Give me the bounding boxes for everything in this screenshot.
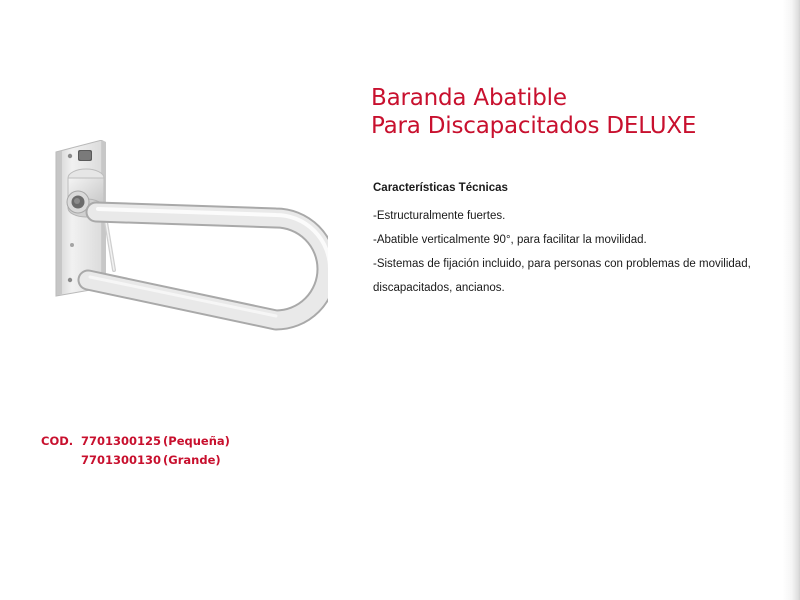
spec-line: discapacitados, ancianos. [373,282,505,294]
spec-line: -Abatible verticalmente 90°, para facilitar la movilidad. [373,234,647,246]
code-row [41,432,230,451]
product-code: 7701300125 [81,434,162,448]
spec-line: -Estructuralmente fuertes. [373,210,506,222]
screw-icon [68,154,72,158]
product-title-line-2: Para Discapacitados DELUXE [371,113,697,139]
screw-icon [68,278,72,282]
page-edge-shadow [782,0,800,600]
product-size: (Grande) [163,453,221,467]
technical-specs [373,180,783,300]
product-codes [41,432,230,470]
code-prefix: COD. [41,434,74,448]
product-title-line-1: Baranda Abatible [371,85,567,111]
grab-bar [88,209,328,320]
grab-bar-image [48,140,328,340]
spec-line: -Sistemas de fijación incluido, para personas con problemas de movilidad, [373,258,751,270]
code-row [41,451,230,470]
specs-heading: Características Técnicas [373,182,508,194]
product-code: 7701300130 [81,453,162,467]
product-size: (Pequeña) [163,434,230,448]
product-title [371,84,696,140]
